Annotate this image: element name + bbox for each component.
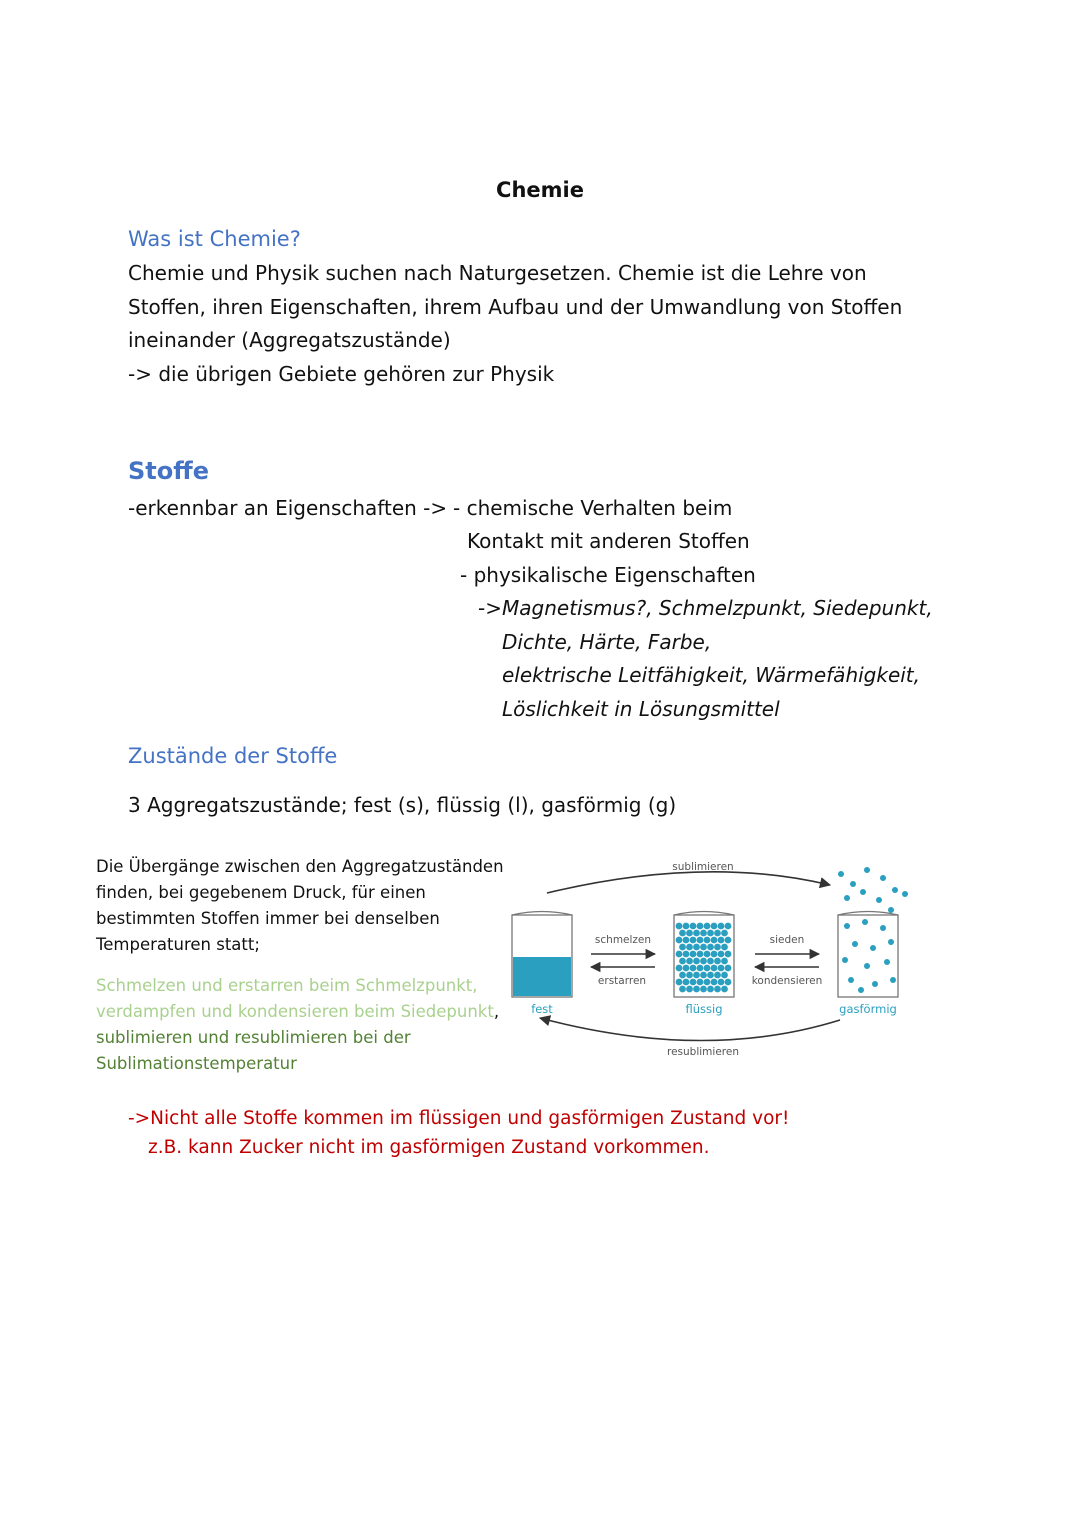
property-line: elektrische Leitfähigkeit, Wärmefähigkeit,	[502, 663, 921, 687]
transitions-line-green: Schmelzen und erstarren beim Schmelzpunkt,	[96, 976, 478, 995]
liquid-particle	[690, 979, 697, 986]
gas-particle	[842, 957, 848, 963]
liquid-particle	[714, 958, 721, 965]
liquid-particle	[704, 951, 711, 958]
transitions-line-darkgreen: Sublimationstemperatur	[96, 1054, 297, 1073]
property-line: Dichte, Härte, Farbe,	[502, 629, 712, 654]
liquid-particle	[686, 930, 693, 937]
liquid-particle	[679, 944, 686, 951]
property-line: Löslichkeit in Lösungsmittel	[502, 696, 780, 721]
gas-particle	[892, 887, 898, 893]
liquid-particle	[686, 958, 693, 965]
liquid-particle	[707, 972, 714, 979]
liquid-particle	[700, 930, 707, 937]
gas-particle	[848, 977, 854, 983]
paragraph-line: -> die übrigen Gebiete gehören zur Physik	[128, 361, 555, 386]
liquid-particle	[707, 958, 714, 965]
gas-particle	[860, 889, 866, 895]
gas-particle	[862, 919, 868, 925]
transitions-line: Die Übergänge zwischen den Aggregatzuständen	[96, 857, 504, 876]
liquid-particle	[693, 958, 700, 965]
label-sublimieren: sublimieren	[672, 861, 734, 873]
stoffe-arrow: ->	[478, 596, 502, 620]
liquid-particle	[683, 951, 690, 958]
liquid-particle	[676, 951, 683, 958]
gas-particle	[864, 867, 870, 873]
liquid-particle	[679, 958, 686, 965]
liquid-particle	[714, 972, 721, 979]
gas-particle	[850, 881, 856, 887]
liquid-particle	[679, 930, 686, 937]
liquid-particle	[718, 965, 725, 972]
liquid-particle	[714, 930, 721, 937]
stoffe-line-right: - chemische Verhalten beim	[453, 496, 733, 520]
gas-particle	[880, 925, 886, 931]
property-line: Magnetismus?, Schmelzpunkt, Siedepunkt,	[502, 596, 933, 620]
liquid-particle	[697, 951, 704, 958]
note-line-1: ->Nicht alle Stoffe kommen im flüssigen und gasförmigen Zustand vor!	[128, 1108, 790, 1129]
liquid-particle	[721, 944, 728, 951]
liquid-particle	[700, 944, 707, 951]
heading-stoffe: Stoffe	[128, 457, 209, 485]
liquid-particle	[704, 923, 711, 930]
label-resublimieren: resublimieren	[667, 1046, 739, 1058]
liquid-particle	[707, 944, 714, 951]
gas-particle	[852, 941, 858, 947]
page-title: Chemie	[496, 178, 584, 202]
liquid-particle	[690, 923, 697, 930]
label-gasfoermig: gasförmig	[839, 1002, 897, 1016]
liquid-particle	[683, 937, 690, 944]
gas-particle	[890, 977, 896, 983]
stoffe-line-2: Kontakt mit anderen Stoffen	[467, 529, 750, 553]
label-schmelzen: schmelzen	[594, 934, 652, 946]
note-line-2: z.B. kann Zucker nicht im gasförmigen Zustand vorkommen.	[148, 1137, 710, 1158]
liquid-particle	[697, 965, 704, 972]
stoffe-line-3: - physikalische Eigenschaften	[460, 563, 756, 587]
liquid-particle	[683, 965, 690, 972]
liquid-particle	[714, 944, 721, 951]
liquid-particle	[697, 923, 704, 930]
liquid-particle	[697, 937, 704, 944]
liquid-particle	[711, 965, 718, 972]
liquid-particle	[686, 944, 693, 951]
liquid-particle	[725, 923, 732, 930]
transitions-line: bestimmten Stoffen immer bei denselben	[96, 909, 440, 928]
liquid-particle	[714, 986, 721, 993]
liquid-particle	[718, 951, 725, 958]
liquid-particle	[679, 986, 686, 993]
liquid-particle	[718, 923, 725, 930]
liquid-particle	[693, 972, 700, 979]
liquid-particle	[704, 979, 711, 986]
liquid-particle	[725, 979, 732, 986]
paragraph-line: Chemie und Physik suchen nach Naturgesetzen. Chemie ist die Lehre von	[128, 261, 867, 285]
liquid-particle	[697, 979, 704, 986]
liquid-particle	[683, 923, 690, 930]
liquid-particle	[711, 951, 718, 958]
liquid-particle	[718, 979, 725, 986]
liquid-particle	[711, 937, 718, 944]
liquid-particle	[693, 930, 700, 937]
liquid-particle	[725, 937, 732, 944]
liquid-particle	[721, 972, 728, 979]
gas-particle	[884, 959, 890, 965]
gas-particle	[880, 875, 886, 881]
liquid-particle	[679, 972, 686, 979]
paragraph-was-ist-chemie	[128, 257, 902, 391]
liquid-particle	[704, 965, 711, 972]
liquid-particle	[718, 937, 725, 944]
gas-particle	[902, 891, 908, 897]
liquid-particle	[686, 972, 693, 979]
label-sieden: sieden	[769, 934, 805, 946]
label-kondensieren: kondensieren	[751, 975, 823, 987]
label-fest: fest	[531, 1002, 553, 1016]
liquid-particle	[700, 986, 707, 993]
gas-particle	[870, 945, 876, 951]
liquid-particle	[676, 965, 683, 972]
liquid-particle	[721, 958, 728, 965]
aggregatzustaende-line: 3 Aggregatszustände; fest (s), flüssig (l), gasförmig (g)	[128, 793, 677, 817]
liquid-particle	[693, 986, 700, 993]
label-erstarren: erstarren	[597, 975, 647, 987]
transitions-line: Temperaturen statt;	[96, 935, 260, 954]
liquid-particle	[721, 930, 728, 937]
liquid-particle	[686, 986, 693, 993]
gas-particle	[876, 897, 882, 903]
liquid-particle	[707, 930, 714, 937]
gas-particle	[844, 895, 850, 901]
transitions-line-darkgreen: sublimieren und resublimieren bei der	[96, 1028, 411, 1047]
beaker-fest	[512, 912, 572, 998]
gas-particle	[858, 987, 864, 993]
heading-zustaende: Zustände der Stoffe	[128, 744, 338, 768]
liquid-particle	[683, 979, 690, 986]
beaker-fluessig	[674, 912, 734, 998]
transitions-text	[96, 854, 504, 1077]
liquid-particle	[725, 965, 732, 972]
resublimation-arrow	[540, 1018, 840, 1041]
heading-was-ist-chemie: Was ist Chemie?	[128, 227, 301, 251]
liquid-particle	[704, 937, 711, 944]
liquid-particle	[707, 986, 714, 993]
liquid-particle	[721, 986, 728, 993]
transitions-line-green: verdampfen und kondensieren beim Siedepunkt,	[96, 1002, 500, 1021]
liquid-particle	[690, 951, 697, 958]
beaker-gasfoermig	[838, 867, 908, 997]
liquid-particle	[700, 958, 707, 965]
gas-particle	[864, 963, 870, 969]
gas-particle	[872, 981, 878, 987]
liquid-particle	[690, 937, 697, 944]
label-fluessig: flüssig	[685, 1002, 723, 1016]
sublimation-arrow	[547, 872, 830, 893]
gas-particle	[838, 871, 844, 877]
gas-particle	[888, 939, 894, 945]
liquid-particle	[700, 972, 707, 979]
liquid-particle	[676, 937, 683, 944]
solid-fill	[513, 957, 571, 996]
aggregate-states-diagram	[495, 850, 935, 1065]
paragraph-line: Stoffen, ihren Eigenschaften, ihrem Aufbau und der Umwandlung von Stoffen	[128, 294, 903, 319]
stoffe-properties	[502, 592, 933, 726]
transitions-line: finden, bei gegebenem Druck, für einen	[96, 883, 426, 902]
liquid-particle	[676, 979, 683, 986]
liquid-particle	[711, 979, 718, 986]
liquid-particle	[711, 923, 718, 930]
liquid-particle	[676, 923, 683, 930]
liquid-particle	[725, 951, 732, 958]
gas-particle	[844, 923, 850, 929]
paragraph-line: ineinander (Aggregatszustände)	[128, 328, 451, 352]
liquid-particle	[693, 944, 700, 951]
stoffe-line-left: -erkennbar an Eigenschaften ->	[128, 496, 448, 520]
liquid-particle	[690, 965, 697, 972]
gas-particle	[888, 907, 894, 913]
